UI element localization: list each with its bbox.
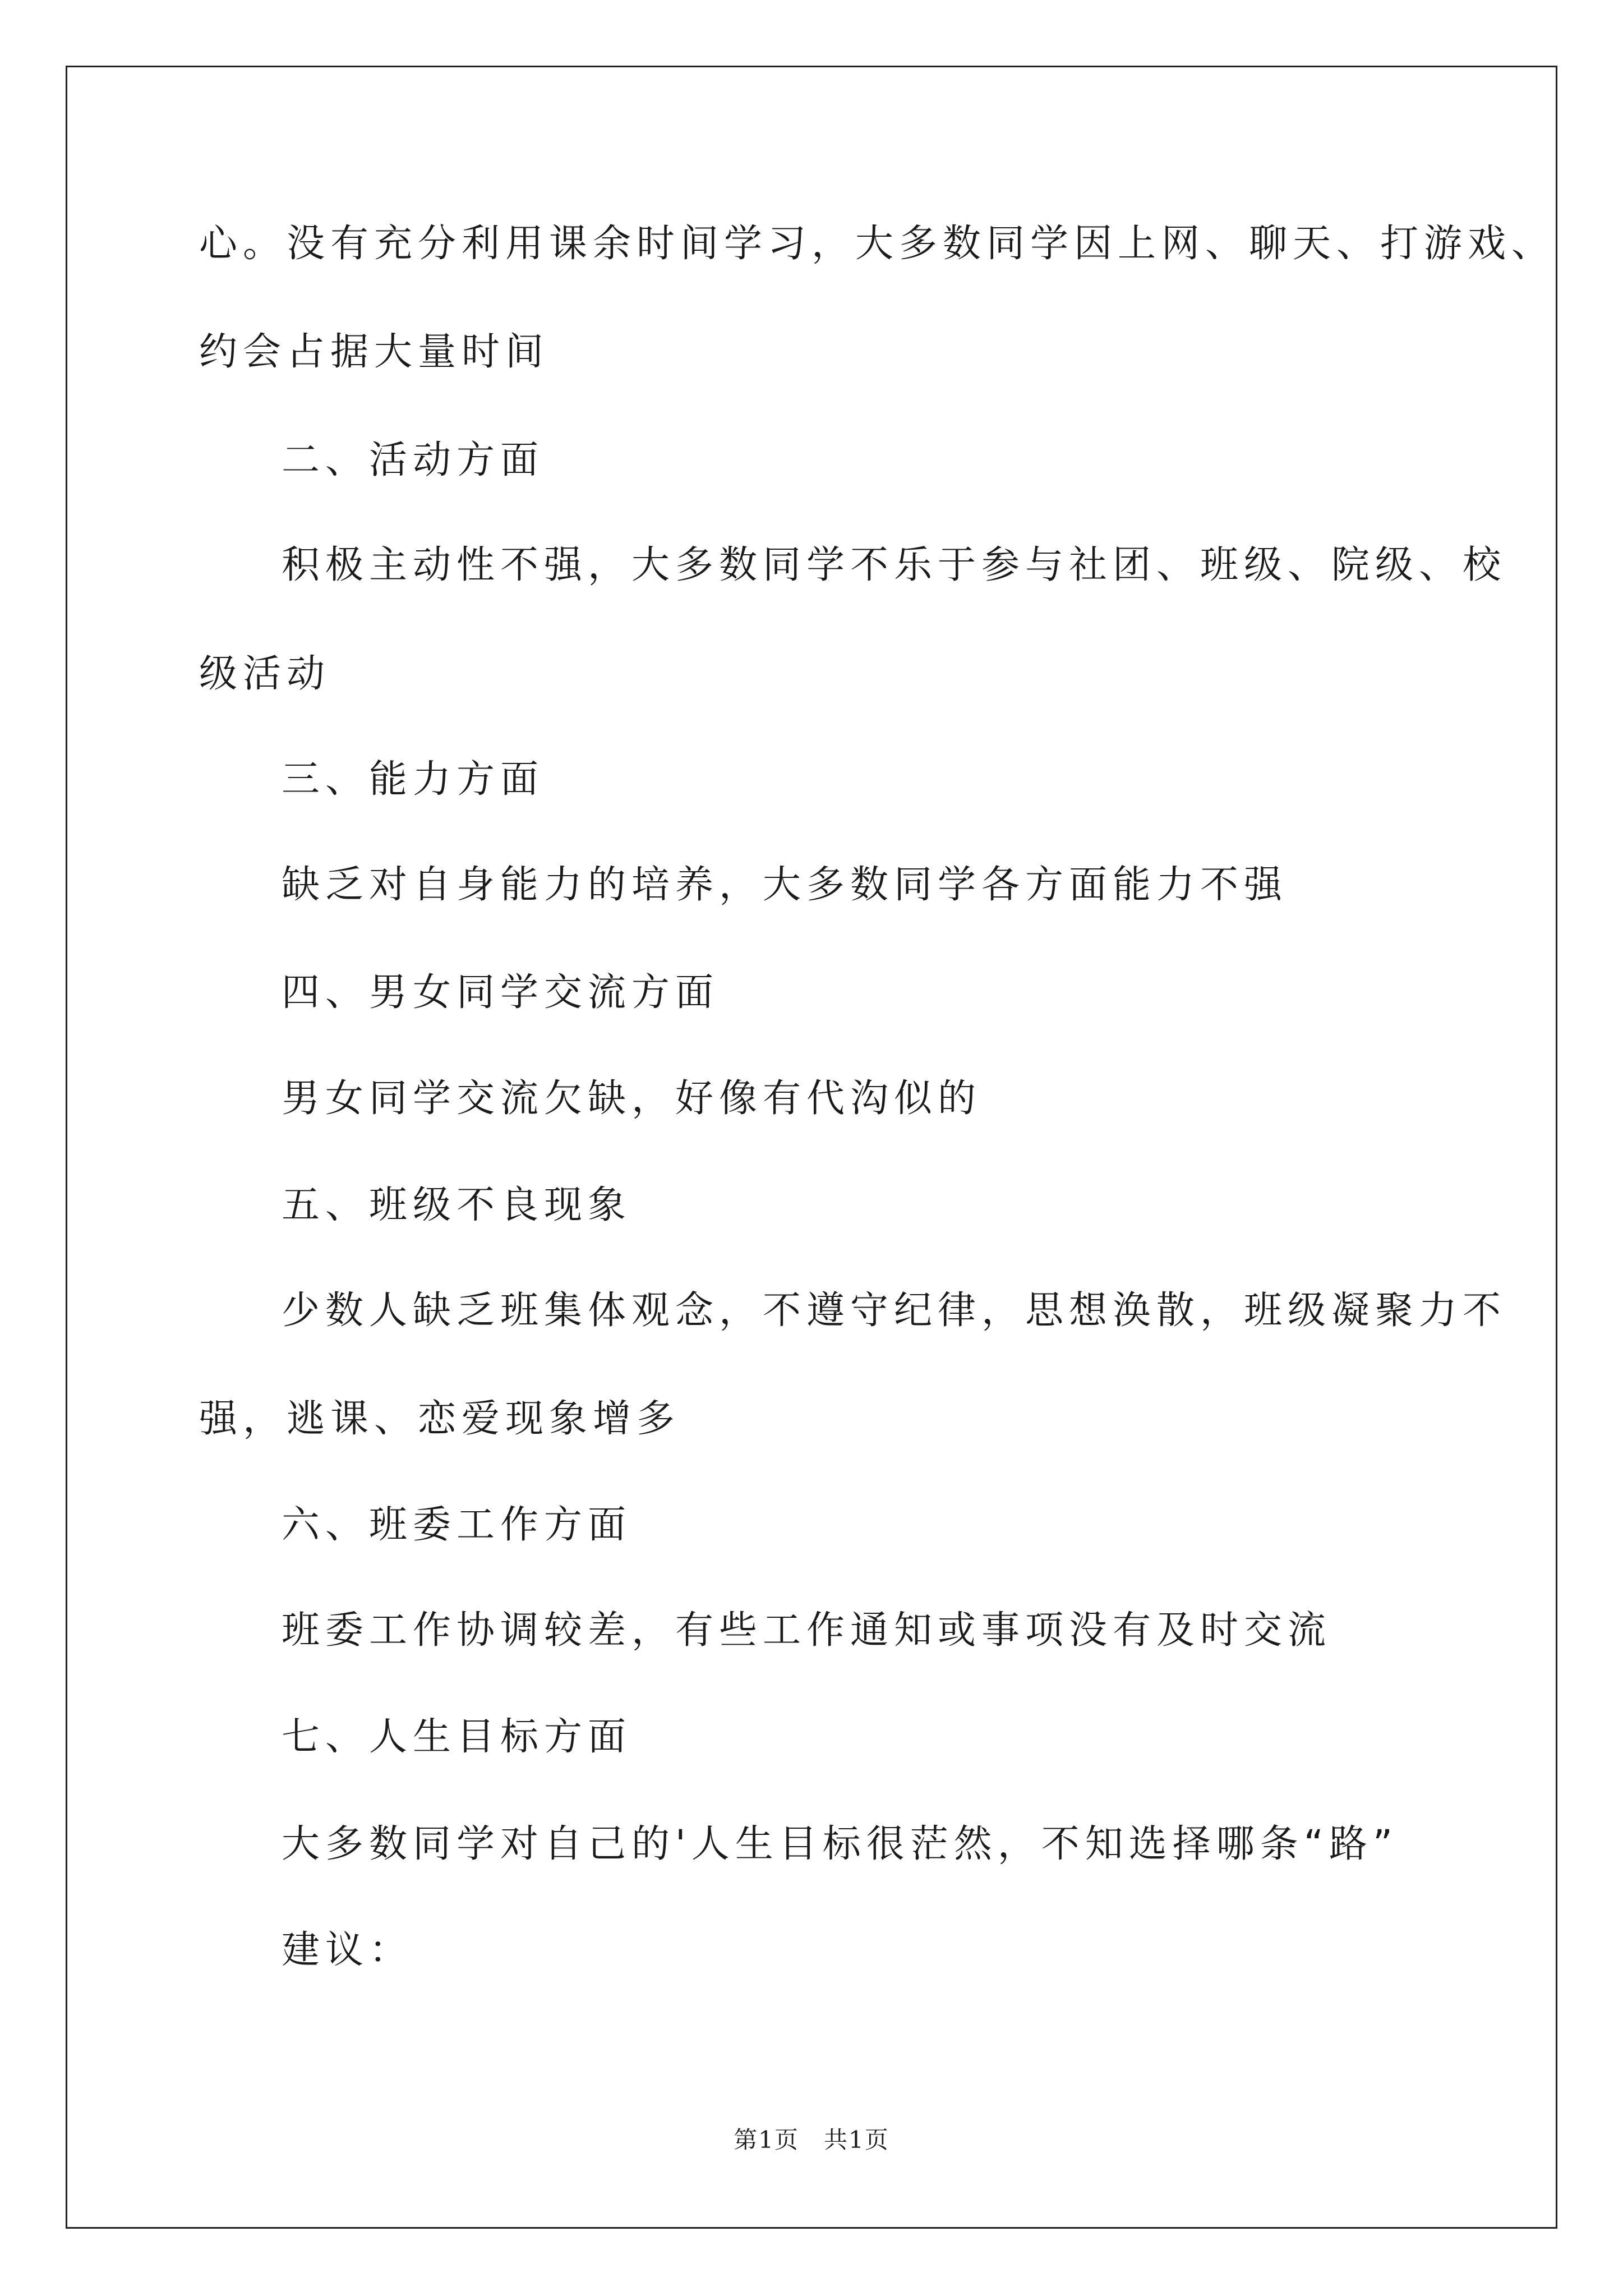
section-heading: 五、班级不良现象 (282, 1183, 632, 1227)
body-text-line: 强，逃课、恋爱现象增多 (199, 1397, 681, 1441)
section-heading: 建议： (282, 1928, 413, 1972)
body-text-line: 级活动 (199, 652, 331, 696)
body-text-line: 少数人缺乏班集体观念，不遵守纪律，思想涣散，班级凝聚力不 (282, 1289, 1507, 1333)
body-text-line: 积极主动性不强，大多数同学不乐于参与社团、班级、院级、校 (282, 543, 1507, 587)
body-text-line: 缺乏对自身能力的培养，大多数同学各方面能力不强 (282, 863, 1288, 907)
body-text-line: 班委工作协调较差，有些工作通知或事项没有及时交流 (282, 1608, 1332, 1653)
section-heading: 七、人生目标方面 (282, 1715, 632, 1759)
body-text-line: 男女同学交流欠缺，好像有代沟似的 (282, 1076, 982, 1121)
body-text-line: 约会占据大量时间 (199, 330, 550, 374)
body-text-line: 心。没有充分利用课余时间学习，大多数同学因上网、聊天、打游戏、 (199, 222, 1556, 266)
section-heading: 四、男女同学交流方面 (282, 970, 720, 1015)
section-heading: 六、班委工作方面 (282, 1503, 632, 1547)
page-border (66, 66, 1557, 2229)
body-text-line: 大多数同学对自己的'人生目标很茫然，不知选择哪条“路” (282, 1822, 1399, 1866)
page-footer: 第1页 共1页 (734, 2126, 889, 2154)
section-heading: 二、活动方面 (282, 438, 545, 482)
section-heading: 三、能力方面 (282, 757, 545, 802)
